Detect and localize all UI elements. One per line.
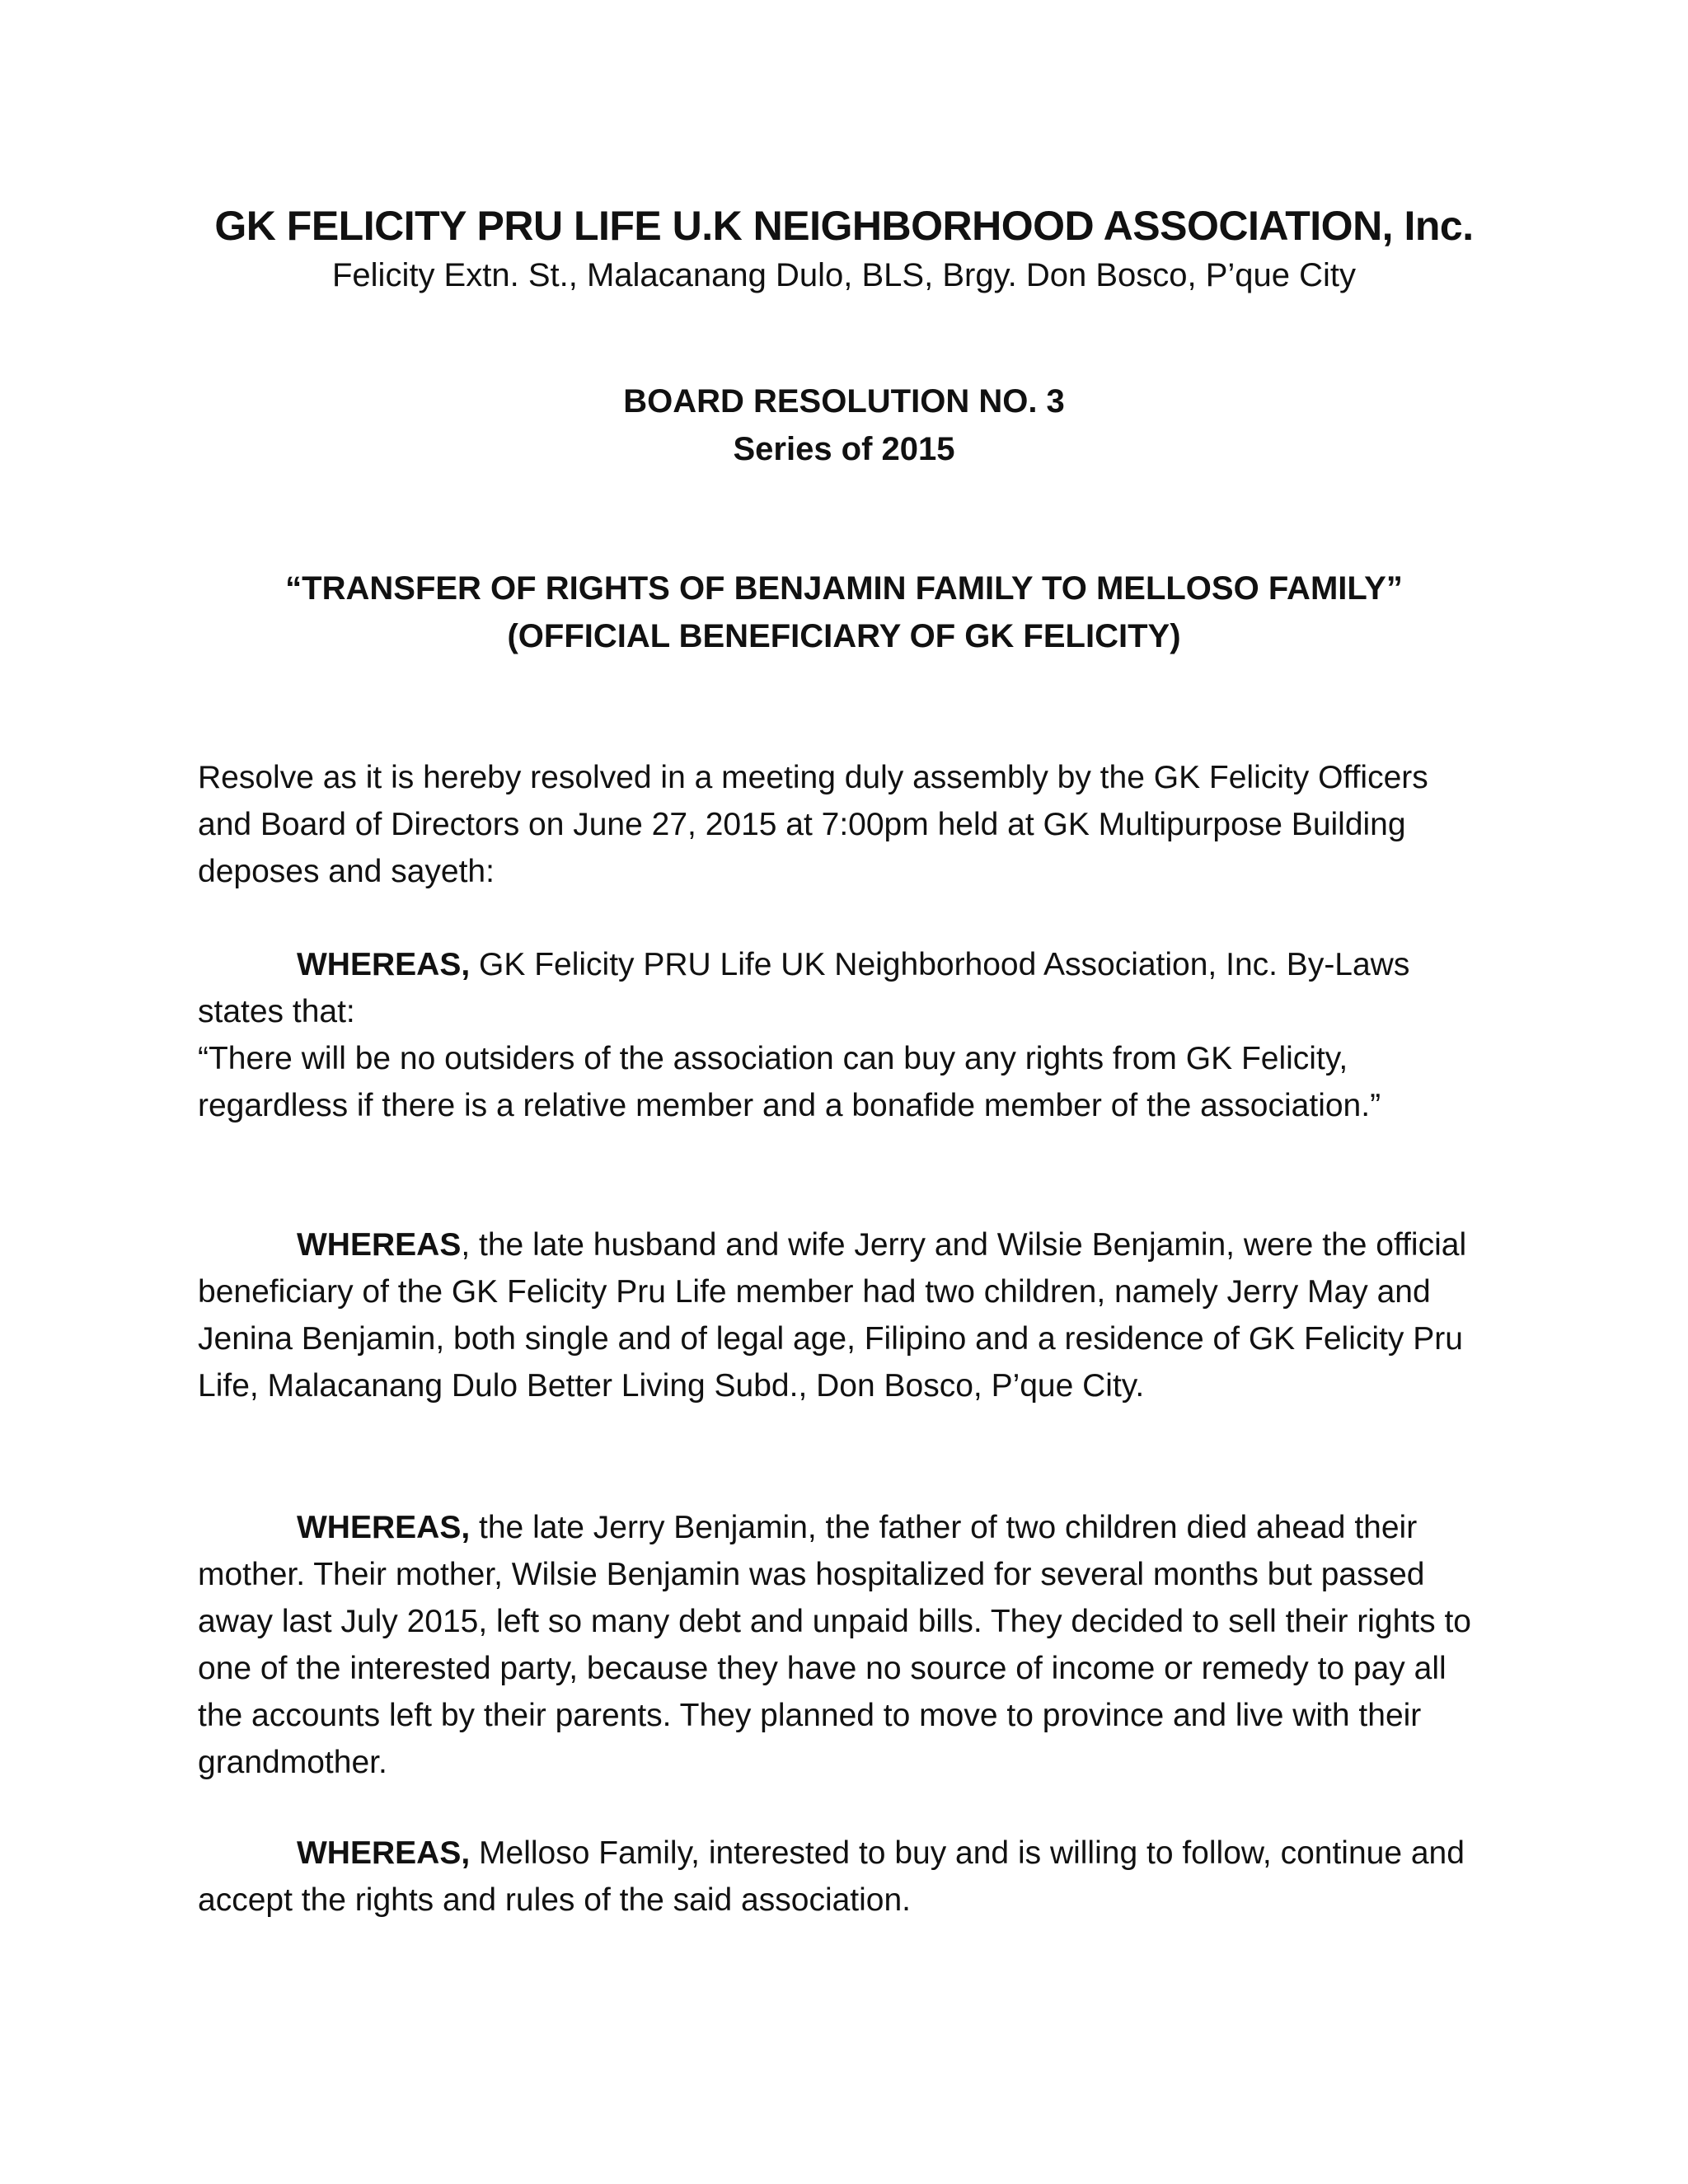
whereas-keyword: WHEREAS	[297, 1227, 462, 1263]
whereas-1-statement	[198, 941, 1484, 1035]
resolution-title: “TRANSFER OF RIGHTS OF BENJAMIN FAMILY TO MELLOSO FAMILY”	[285, 570, 1403, 607]
whereas-keyword: WHEREAS,	[297, 1835, 471, 1871]
whereas-paragraph-2	[198, 1221, 1484, 1409]
whereas-2-text: , the late husband and wife Jerry and Wilsie Benjamin, were the official beneficiary of the GK Felicity Pru Life member had two children, namely Jerry May and Jenina Benjamin, both single and of legal age, Filipino and a residence of GK Felicity Pru Life, Malacanang Dulo Better Living Subd., Don Bosco, P’que City.	[198, 1227, 1467, 1404]
whereas-1-text: GK Felicity PRU Life UK Neighborhood Association, Inc. By-Laws states that:	[198, 947, 1410, 1029]
whereas-paragraph-1	[198, 941, 1484, 1129]
whereas-keyword: WHEREAS,	[297, 947, 471, 982]
intro-paragraph: Resolve as it is hereby resolved in a meeting duly assembly by the GK Felicity Officers and Board of Directors on June 27, 2015 at 7:00pm held at GK Multipurpose Building deposes and sayeth:	[198, 760, 1428, 889]
whereas-paragraph-3	[198, 1504, 1484, 1786]
resolution-number: BOARD RESOLUTION NO. 3	[623, 383, 1065, 419]
resolution-subtitle: (OFFICIAL BENEFICIARY OF GK FELICITY)	[507, 618, 1181, 654]
whereas-paragraph-4	[198, 1830, 1484, 1924]
organization-name: GK FELICITY PRU LIFE U.K NEIGHBORHOOD ASSOCIATION, Inc.	[214, 203, 1474, 249]
whereas-3-text: the late Jerry Benjamin, the father of two children died ahead their mother. Their mother, Wilsie Benjamin was hospitalized for several months but passed away last July 2015, left so many debt and unpaid bills. They decided to sell their rights to one of the interested party, because they have no source of income or remedy to pay all the accounts left by their parents. They planned to move to province and live with their grandmother.	[198, 1510, 1471, 1780]
resolution-series: Series of 2015	[733, 431, 955, 467]
whereas-1-quote: “There will be no outsiders of the association can buy any rights from GK Felicity, regardless if there is a relative member and a bonafide member of the association.”	[198, 1041, 1381, 1123]
whereas-keyword: WHEREAS,	[297, 1510, 471, 1545]
whereas-4-text: Melloso Family, interested to buy and is willing to follow, continue and accept the rights and rules of the said association.	[198, 1835, 1465, 1918]
organization-address: Felicity Extn. St., Malacanang Dulo, BLS, Brgy. Don Bosco, P’que City	[331, 257, 1357, 293]
